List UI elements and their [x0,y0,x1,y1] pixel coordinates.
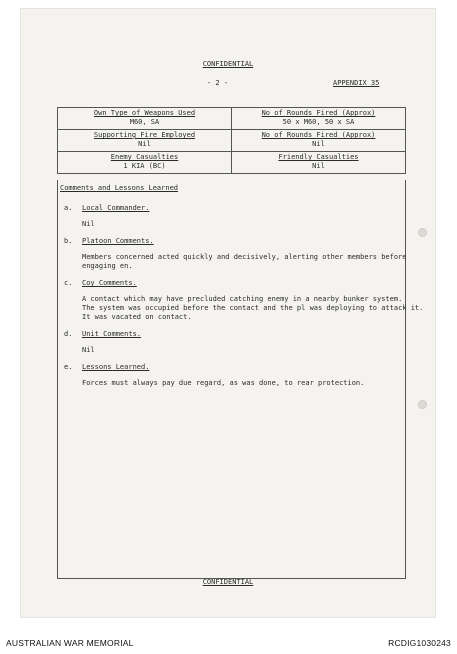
section-text: Nil [82,346,95,354]
archive-reference: RCDIG1030243 [388,638,451,648]
punch-hole [418,228,427,237]
table-cell [58,130,231,151]
section-letter: c. [64,279,73,287]
classification-footer: CONFIDENTIAL [202,578,254,586]
table-row [58,152,405,174]
cell-label: No of Rounds Fired (Approx) [261,109,376,117]
section-text: The system was occupied before the contact and the pl was deploying to attack it. [82,304,424,312]
table-cell [58,108,231,129]
table-cell [58,152,231,173]
section-text: engaging en. [82,262,133,270]
table-cell [231,152,405,173]
section-letter: d. [64,330,73,338]
cell-label: No of Rounds Fired (Approx) [261,131,376,139]
section-title-local-commander: Local Commander. [82,204,150,212]
cell-label: Enemy Casualties [110,153,179,161]
section-letter: e. [64,363,73,371]
cell-value: 1 KIA (BC) [123,162,166,170]
table-row [58,108,405,130]
section-title-platoon-comments: Platoon Comments. [82,237,154,245]
section-letter: b. [64,237,73,245]
table-row [58,130,405,152]
section-title-coy-comments: Coy Comments. [82,279,137,287]
cell-value: Nil [312,162,325,170]
section-text: A contact which may have precluded catching enemy in a nearby bunker system. [82,295,403,303]
cell-value: Nil [138,140,151,148]
section-text: Nil [82,220,95,228]
table-cell [231,130,405,151]
cell-value: Nil [312,140,325,148]
classification-header: CONFIDENTIAL [202,60,254,68]
table-cell [231,108,405,129]
section-letter: a. [64,204,73,212]
comments-heading: Comments and Lessons Learned [60,184,179,192]
section-text: It was vacated on contact. [82,313,192,321]
cell-label: Own Type of Weapons Used [93,109,196,117]
section-title-unit-comments: Unit Comments. [82,330,142,338]
page-number: - 2 - [207,79,229,87]
cell-label: Supporting Fire Employed [93,131,196,139]
contact-details-table [57,107,406,174]
archive-institution: AUSTRALIAN WAR MEMORIAL [6,638,134,648]
cell-value: M60, SA [129,118,160,126]
cell-value: 50 x M60, 50 x SA [282,118,355,126]
section-title-lessons-learned: Lessons Learned. [82,363,150,371]
section-text: Forces must always pay due regard, as was done, to rear protection. [82,379,365,387]
appendix-label: APPENDIX 35 [333,79,380,87]
cell-label: Friendly Casualties [278,153,359,161]
document-page [20,8,436,618]
punch-hole [418,400,427,409]
section-text: Members concerned acted quickly and decisively, alerting other members before [82,253,407,261]
